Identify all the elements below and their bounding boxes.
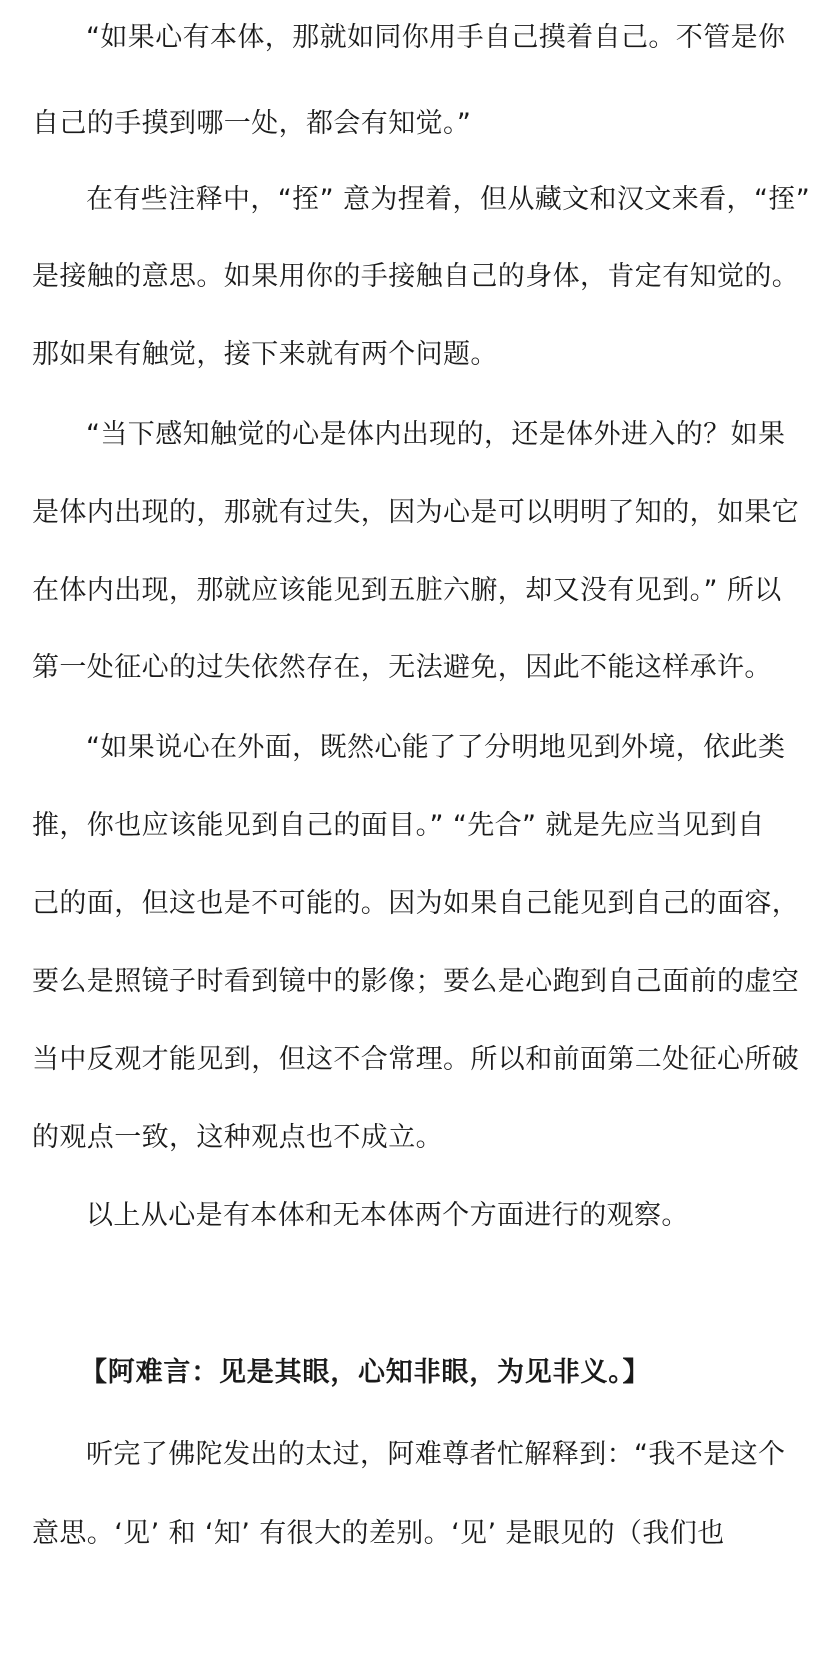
paragraph-line: 要么是照镜子时看到镜中的影像；要么是心跑到自己面前的虚空	[32, 966, 800, 997]
paragraph-line: 第一处征心的过失依然存在，无法避免，因此不能这样承许。	[32, 652, 772, 683]
paragraph-line: 听完了佛陀发出的太过，阿难尊者忙解释到：“我不是这个	[86, 1439, 786, 1470]
paragraph-line: 是接触的意思。如果用你的手接触自己的身体，肯定有知觉的。	[32, 261, 800, 292]
paragraph-line: 推，你也应该能见到自己的面目。” “先合” 就是先应当见到自	[32, 810, 765, 841]
paragraph-line: 那如果有触觉，接下来就有两个问题。	[32, 339, 498, 370]
paragraph-line: 自己的手摸到哪一处，都会有知觉。”	[32, 108, 472, 139]
paragraph-line: 己的面，但这也是不可能的。因为如果自己能见到自己的面容，	[32, 888, 800, 919]
section-heading: 【阿难言：见是其眼，心知非眼，为见非义。】	[80, 1357, 651, 1388]
paragraph-line: 的观点一致，这种观点也不成立。	[32, 1122, 443, 1153]
paragraph-line: 意思。‘见’ 和 ‘知’ 有很大的差别。‘见’ 是眼见的（我们也	[32, 1518, 725, 1549]
paragraph-line: 当中反观才能见到，但这不合常理。所以和前面第二处征心所破	[32, 1044, 800, 1075]
paragraph-line: 在体内出现，那就应该能见到五脏六腑，却又没有见到。” 所以	[32, 575, 782, 606]
paragraph-line: 在有些注释中，“挃” 意为捏着，但从藏文和汉文来看，“挃”	[86, 184, 811, 215]
paragraph-line: “如果心有本体，那就如同你用手自己摸着自己。不管是你	[86, 22, 786, 53]
paragraph-line: “当下感知触觉的心是体内出现的，还是体外进入的？如果	[86, 419, 786, 450]
paragraph-line: “如果说心在外面，既然心能了了分明地见到外境，依此类	[86, 732, 786, 763]
paragraph-line: 以上从心是有本体和无本体两个方面进行的观察。	[86, 1200, 689, 1231]
paragraph-line: 是体内出现的，那就有过失，因为心是可以明明了知的，如果它	[32, 497, 800, 528]
